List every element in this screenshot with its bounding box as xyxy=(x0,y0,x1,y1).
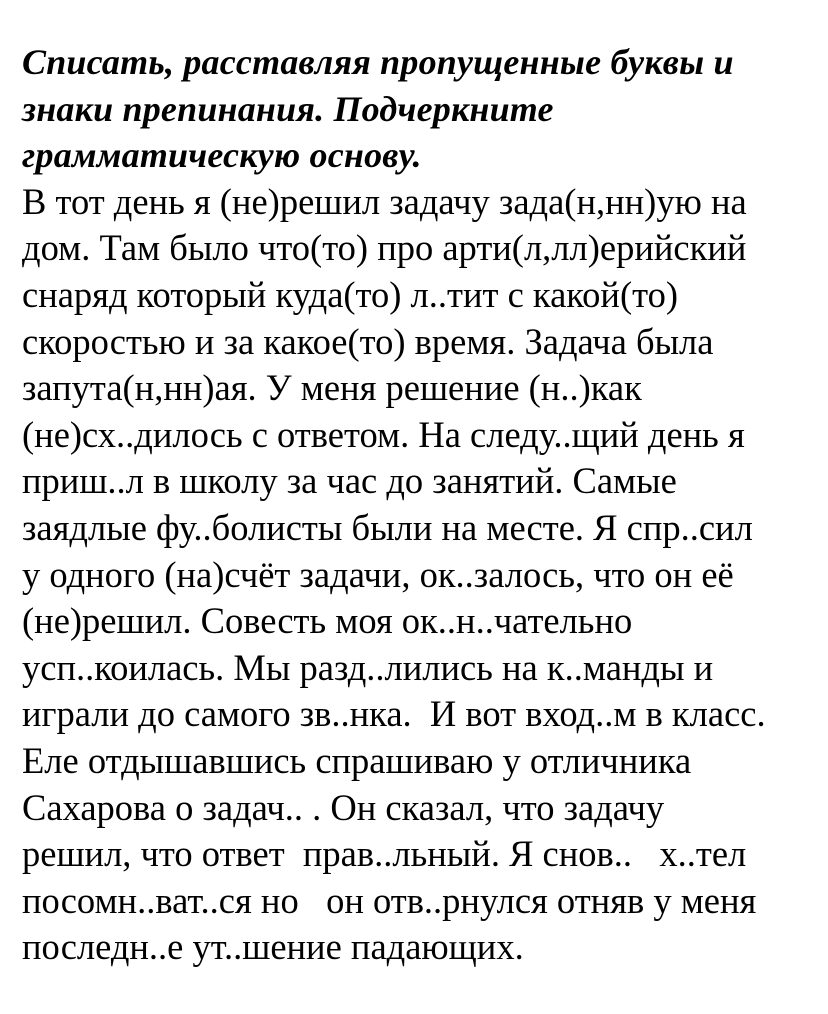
text-line: посомн..ват..ся но он отв..рнулся отняв у меня xyxy=(22,879,757,921)
text-line: Еле отдышавшись спрашиваю у отличника xyxy=(22,739,692,781)
instruction-line: Списать, расставляя пропущенные буквы и xyxy=(22,42,734,82)
exercise-text xyxy=(22,39,828,971)
text-line: играли до самого зв..нка. И вот вход..м в класс. xyxy=(22,693,766,735)
text-line: заядлые фу..болисты были на месте. Я спр..сил xyxy=(22,506,753,548)
text-line: (не)сх..дилось с ответом. На следу..щий день я xyxy=(22,413,745,455)
text-line: усп..коилась. Мы разд..лились на к..манды и xyxy=(22,646,714,688)
text-line: запута(н,нн)ая. У меня решение (н..)как xyxy=(22,367,642,409)
text-line: решил, что ответ прав..льный. Я снов.. х..тел xyxy=(22,833,747,875)
text-line: снаряд который куда(то) л..тит с какой(то) xyxy=(22,273,678,315)
instruction-line: грамматическую основу. xyxy=(22,135,422,176)
instruction-line: знаки препинания. Подчеркните xyxy=(22,88,554,129)
text-line: дом. Там было что(то) про арти(л,лл)ерийский xyxy=(22,227,747,269)
text-line: (не)решил. Совесть моя ок..н..чательно xyxy=(22,600,633,642)
text-line: Сахарова о задач.. . Он сказал, что задачу xyxy=(22,786,665,828)
text-line: В тот день я (не)решил задачу зада(н,нн)ую на xyxy=(22,180,747,222)
text-line: последн..е ут..шение падающих. xyxy=(22,926,524,968)
text-line: приш..л в школу за час до занятий. Самые xyxy=(22,460,677,502)
text-line: у одного (на)счёт задачи, ок..залось, что он её xyxy=(22,553,734,595)
text-line: скоростью и за какое(то) время. Задача была xyxy=(22,320,714,362)
